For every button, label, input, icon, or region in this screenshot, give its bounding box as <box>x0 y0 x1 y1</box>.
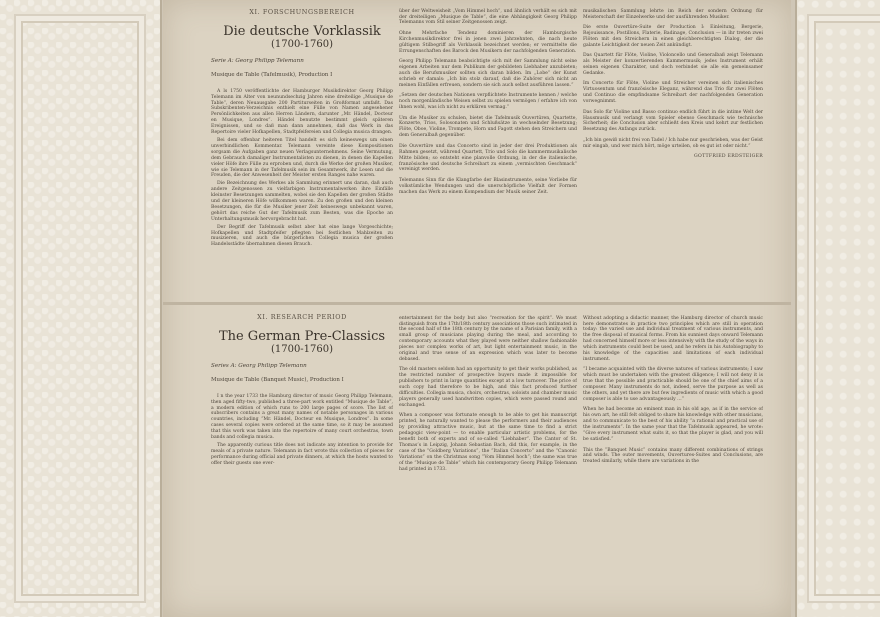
english-paragraph: I n the year 1733 the Hamburg director of music Georg Philipp Telemann, then aged fifty-two, published a three-part work entitled “Musique de Table”, a modern edition of which runs to 200 large pages of score. The list of subscribers contains a great many names of notable personages in various countries, including “Mr. Händel, Docteur en Musique, Londres”. In some cases several copies were ordered at the same time, so it may be assumed that this work was taken into the repertoire of many court orchestras, town bands and collegia musica. <box>211 393 393 441</box>
liner-notes-page <box>163 0 791 617</box>
english-series: Series A: Georg Philipp Telemann <box>211 362 307 369</box>
english-column-3 <box>583 311 763 616</box>
english-column-1 <box>211 305 393 610</box>
english-dates: (1700-1760) <box>270 343 334 355</box>
right-panel-ornamental-border <box>795 0 880 617</box>
german-paragraph: Der Begriff der Tafelmusik selbst aber hat eine lange Vorgeschichte; Hofkapellen und Stadtpfeifer pflegten bei festlichen Mahlzeiten zu musizieren, und auch die bürgerlichen Collegia musica der großen Handelsstädte übernahmen diesen Brauch. <box>211 224 393 248</box>
english-kicker: XI. RESEARCH PERIOD <box>257 313 347 321</box>
english-paragraph: The apparently curious title does not indicate any intention to provide for meals of a private nature. Telemann in fact wrote this collection of pieces for performance during official and private dinners, at which the hosts wanted to offer their guests one ever- <box>211 442 393 466</box>
german-series: Serie A: Georg Philipp Telemann <box>211 57 304 64</box>
german-title: Die deutsche Vorklassik <box>223 23 381 39</box>
english-section <box>163 305 791 617</box>
english-paragraph: This the “Banquet Music” contains many different combinations of strings and winds. The outer movements, Ouvertures-Suites and Conclusions, are treated similarly, while there are variations in the <box>583 447 763 465</box>
german-paragraph: über der Weltweisheit „Vom Himmel hoch“, und ähnlich verhält es sich mit der dreiteiligen „Musique de Table“, die eine Abhängigkeit Georg Philipp Telemanns vom Stil seiner Zeitgenossen zeigt. <box>399 8 577 26</box>
german-column-3 <box>583 4 763 300</box>
right-panel-frame <box>807 14 880 603</box>
german-paragraph: Das Quartett für Flöte, Violine, Violoncello und Generalbaß zeigt Telemann als Meister der konzertierenden Kammermusik; jedes Instrument erhält seinen eigenen Charakter, und doch verbindet sie alle ein gemeinsamer Gedanke. <box>583 53 763 76</box>
english-paragraph: The old masters seldom had an opportunity to get their works published, as the restricted number of prospective buyers made it impossible for publishers to print in large quantities except at a low turnover. The price of such copy had therefore to be high, and this fact produced further difficulties. Collegia musica, choirs, orchestras, soloists and chamber music players generally used handwritten copies, which were passed round and exchanged. <box>399 367 577 408</box>
german-paragraph: Georg Philipp Telemann beabsichtigte sich mit der Sammlung nicht seine eigenen Arbeiten nur dem Publikum der gebildeten Liebhaber anzubieten; auch die Berufsmusiker sollten sich daran bilden. Im „Lobe“ der Kunst schrieb er damals: „Ich bin stolz darauf, daß die Zuhörer sich nicht an meinen Einfällen erfreuen, sondern sie sich auch selbst ausführen lassen.“ <box>399 59 577 88</box>
german-paragraph: Die Bezeichnung des Werkes als Sammlung erinnert uns daran, daß auch andere Zeitgenossen zu vielfarbigen Instrumentalwerken ihre Einfälle kleinster Besetzungen sammelten, wobei sie den Kapellen der großen Städte und der kleineren Höfe willkommen waren. Zu den großen und den kleinen Besetzungen, die für die Musiker jener Zeit keineswegs unbekannt waren, gehört das reiche Gut der Tafelmusik zum Besten, was die Epoche an Unterhaltungsmusik hervorgebracht hat. <box>211 181 393 222</box>
english-paragraph: “I became acquainted with the diverse natures of various instruments; I saw which must be undertaken with the greatest diligence; I will not deny it is true that the possible and practicable should be one of the chief aims of a composer. Many instruments do not, indeed, serve the purpose as well as the others, and yet there are but few ingredients of music with which a good composer is able to use advantageously …” <box>583 367 763 402</box>
german-paragraph: Telemanns Sinn für die Klangfarbe der Blasinstrumente, seine Vorliebe für volkstümliche Wendungen und die unerschöpfliche Vielfalt der Formen machen das Werk zu einem Kompendium der Musik seiner Zeit. <box>399 177 577 195</box>
german-production: Musique de Table (Tafelmusik), Production I <box>211 71 333 78</box>
english-paragraph: When he had become an eminent man in his old age, as if in the service of his own art, he still felt obliged to share his knowledge with other musicians, and to communicate to the best of his ability “a rational and practical use of the instruments”. In the same year that the Tafelmusik appeared, he wrote: “Give every instrument what suits it, so that the player is glad, and you will be satisfied.” <box>583 407 763 442</box>
german-signature: GOTTFRIED ERDSTEIGER <box>694 154 763 160</box>
english-production: Musique de Table (Banquet Music), Production I <box>211 376 344 383</box>
german-column-2 <box>399 4 577 300</box>
german-heading <box>211 10 393 51</box>
english-paragraph: entertainment for the body but also “recreation for the spirit”. We must distinguish from the 17th/18th century associations those such intimated in the second half of the 18th century by the name of a Parisian family, with a small group of musicians playing during the meal, and according to contemporary accounts what they played were neither shallow fashionable pieces nor complex works of art, but light entertainment music, in the original and true sense of an expression which was later to become debased. <box>399 315 577 362</box>
german-paragraph: Die erste Ouvertüre-Suite der Production I: Einleitung, Bergerie, Rejouissance, Postillons, Flaterie, Badinage, Conclusion — in ihr treten zwei Flöten mit den Streichern in einen gleichberechtigten Dialog, der die galante Leichtigkeit der neuen Zeit ankündigt. <box>583 25 763 48</box>
english-column-2 <box>399 311 577 616</box>
german-paragraph: Im Concerto für Flöte, Violine und Streicher vereinen sich italienisches Virtuosentum und französische Eleganz, während das Trio für zwei Flöten und Continuo die empfindsame Schreibart der nachfolgenden Generation vorwegnimmt. <box>583 81 763 105</box>
german-section <box>163 0 791 302</box>
german-col1-body <box>211 89 393 249</box>
english-paragraph: When a composer was fortunate enough to be able to get his manuscript printed, he naturally wanted to please the performers and their audiences by providing attractive music, but at the same time to find a strict pedagogic view-point — to enable particular artistic problems, for the benefit both of experts and of so-called “Liebhaber”. The Cantor of St. Thomas’s in Leipzig, Johann Sebastian Bach, did this, for example, in the case of the “Goldberg Variations”, the “Italian Concerto” and the “Canonic Variations” on the Christmas song “Vom Himmel hoch”; the same was true of the “Musique de Table” which his contemporary Georg Philipp Telemann had printed in 1733. <box>399 413 577 472</box>
german-paragraph: Die Ouvertüre und das Concerto sind in jeder der drei Produktionen als Rahmen gesetzt, während Quartett, Trio und Solo die kammermusikalische Mitte bilden; so entsteht eine planvolle Ordnung, in der die italienische, französische und deutsche Schreibart zu einem „vermischten Geschmack“ vereinigt werden. <box>399 143 577 173</box>
german-paragraph: A ls 1750 veröffentlichte der Hamburger Musikdirektor Georg Philipp Telemann im Alter von neunundsechzig Jahren eine dreiteilige „Musique de Table“, deren Neuausgabe 200 Partiturseiten in Großformat umfaßt. Das Subskribenten-Verzeichnis enthielt eine Fülle von Namen angesehener Persönlichkeiten aus allen Herren Ländern, darunter „Mr. Händel, Docteur en Musique, Londres“. Händel benutzte bestimmt gleich späteren Ereignissen, und so daß man dann annehmen, daß das Werk in das Repertoire vieler Hofkapellen, Stadtpfeifereien und Collegia musica drangen. <box>211 88 393 136</box>
english-heading <box>211 315 393 356</box>
left-panel-frame <box>14 14 146 603</box>
german-paragraph: „Ich bin gewiß nicht frei von Tadel / Ich habe nur geschrieben, was der Geist mir eingab, und wer mich hört, möge urteilen, ob es gut ist oder nicht.“ <box>583 137 763 149</box>
german-paragraph: Um die Musiker zu schulen, bietet die Tafelmusik Ouvertüren, Quartette, Konzerte, Trios, Solosonaten und Schlußsätze in wechselnder Besetzung; Flöte, Oboe, Violine, Trompete, Horn und Fagott stehen den Streichern und dem Generalbaß gegenüber. <box>399 115 577 139</box>
german-paragraph: Ohne Mehrfache Tendenz dominieren der Hamburgische Kirchenmusikdirektor frei in jenen zwei Jahrzehnten, die nach heute gültigem Stilbegriff als Vorklassik bezeichnet werden; er vermittelte die Errungenschaften des Barock den Musikern der nachfolgenden Generation. <box>399 30 577 54</box>
left-panel-ornamental-border <box>0 0 162 617</box>
german-paragraph: musikalischen Sammlung lehrte im Reich der sondern Ordnung für Meisterschaft der Einzelwerke und der ausführenden Musiker. <box>583 8 763 20</box>
english-col1-body <box>211 394 393 467</box>
german-dates: (1700-1760) <box>270 38 334 50</box>
english-paragraph: Without adopting a didactic manner, the Hamburg director of church music here demonstrates in practice two principles which are still in operation today: the varied use and individual treatment of various instruments, and the free disposal of musical forms. From his sunniest days onward Telemann had concerned himself more or less intensively with the study of the ways in which instruments could best be used, and he refers in his Autobiography to his knowledge of the capacities and limitations of each individual instrument. <box>583 315 763 362</box>
german-paragraph: „Setzen der deutschen Nationen verpflichtete Instrumente kennen / welche noch morgenländische Weisen selbst zu spielen vermögen / erfahre ich von ihnen wohl, was ich nicht zu erklären vermag.“ <box>399 93 577 111</box>
german-kicker: XI. FORSCHUNGSBEREICH <box>249 8 355 16</box>
german-paragraph: Bei dem offenbar heiteren Titel handelt es sich keineswegs um einen unverbindlichen Kommentar. Telemann vereinte diese Kompositionen sorgsam die Aufgaben ganz neuen Verlagsunternehmens. Seine Vermutung, dem Gebrauch damaliger Instrumentalisten zu dienen, in denen die Kapellen vieler Höfe ihre Fülle zu erproben und, durch die Werke der großen Musiker, wie sie Telemann in der Tafelmusik sein im Gesamtwerk, ihr Lesen und die Freuden, die der Anwesenheit der Meister ersten Ranges nahe waren. <box>211 137 393 179</box>
german-column-1 <box>211 0 393 250</box>
english-title: The German Pre-Classics <box>218 328 386 344</box>
german-paragraph: Das Solo für Violine und Basso continuo endlich führt in die intime Welt der Hausmusik und verlangt vom Spieler ebenso Geschmack wie technische Sicherheit; die Conclusion aber schließt den Kreis und kehrt zur festlichen Besetzung des Anfangs zurück. <box>583 109 763 133</box>
